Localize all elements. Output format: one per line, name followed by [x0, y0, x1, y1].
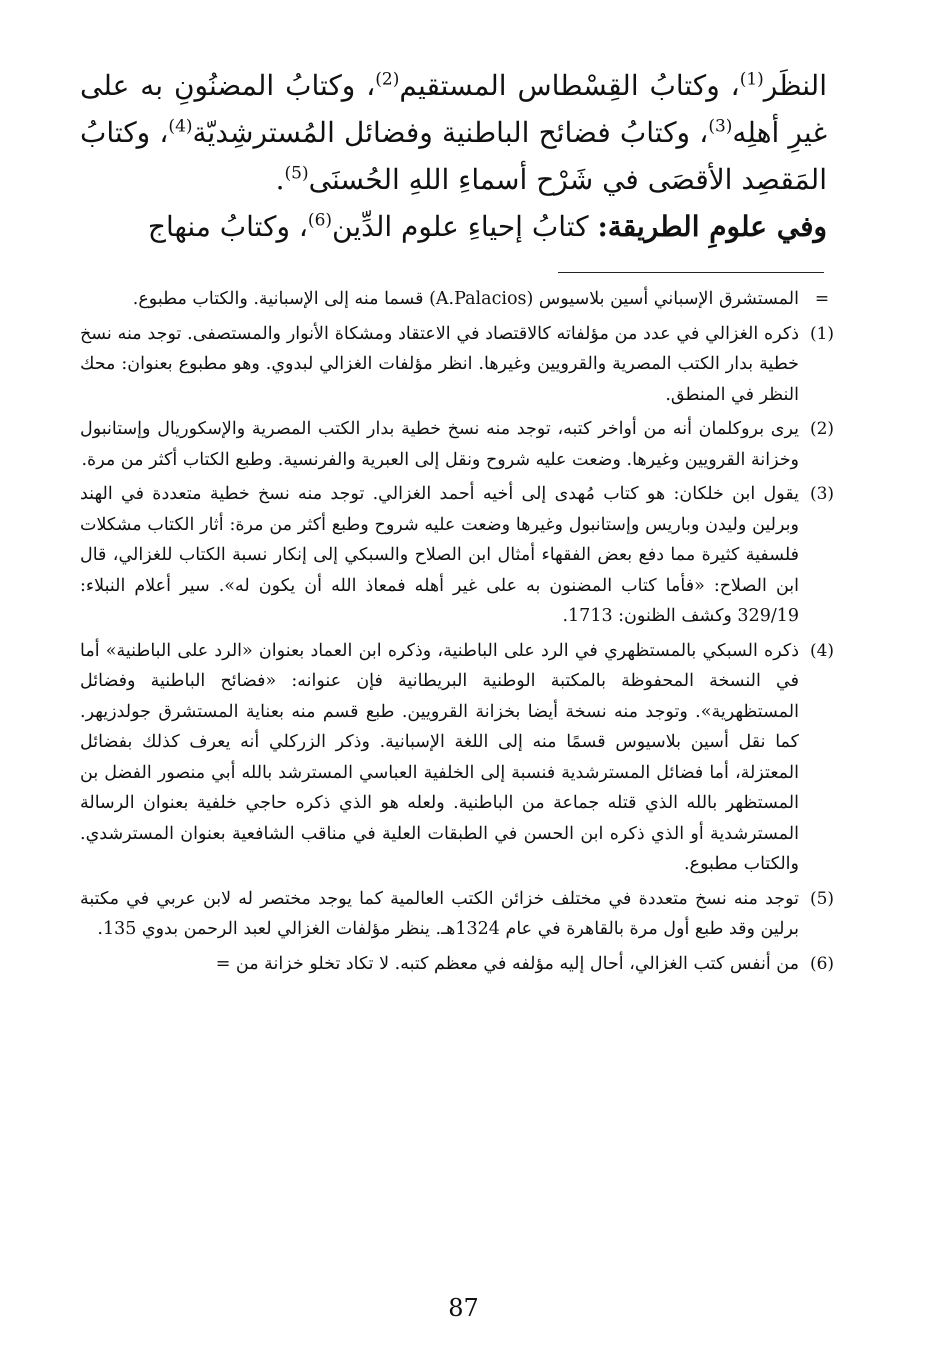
main-text-run: ، وكتابُ منهاج [147, 210, 308, 243]
footnote-number: (4) [809, 640, 835, 661]
footnote-ref[interactable]: (5) [284, 163, 309, 184]
footnote-item [80, 284, 845, 315]
main-text-run: ، وكتابُ القِسْطاس المستقيم [399, 69, 740, 102]
footnote-text: يقول ابن خلكان: هو كتاب مُهدى إلى أخيه أحمد الغزالي. توجد منه نسخ خطية متعددة في الهند وبرلين وليدن وباريس وإستانبول وغيرها وضعت عليه شروح وطبع أكثر من مرة: أثار الكتاب مشكلات فلسفية كثيرة مما دفع بعض الفقهاء أمثال ابن الصلاح والسبكي إلى إنكار نسبة الكتاب للغزالي، قال ابن الصلاح: «فأما كتاب المضنون به على غير أهله فمعاذ الله أن يكون له». سير أعلام النبلاء: 329/19 وكشف الظنون: 1713. [80, 484, 799, 626]
footnote-ref[interactable]: (6) [307, 210, 333, 231]
main-paragraph [80, 62, 827, 203]
footnote-number: (5) [809, 888, 835, 909]
footnote-text: من أنفس كتب الغزالي، أحال إليه مؤلفه في معظم كتبه. لا تكاد تخلو خزانة من = [215, 953, 799, 974]
footnote-number: (3) [809, 484, 835, 504]
footnote-ref[interactable]: (3) [708, 116, 733, 137]
footnote-item [80, 479, 845, 632]
page-number: 87 [448, 1294, 479, 1322]
main-text-run: ، وكتابُ المَقصِد الأقصَى في شَرْح أسماءِ اللهِ الحُسنَى [80, 116, 827, 196]
footnote-text: توجد منه نسخ متعددة في مختلف خزائن الكتب العالمية كما يوجد مختصر له لابن عربي في مكتبة برلين وقد طبع أول مرة بالقاهرة في عام 1324هـ. ينظر مؤلفات الغزالي لعبد الرحمن بدوي 135. [80, 888, 799, 939]
footnote-text: المستشرق الإسباني أسين بلاسيوس (A.Palacios) قسما منه إلى الإسبانية. والكتاب مطبوع. [132, 289, 799, 309]
footnote-item [80, 319, 845, 411]
footnote-item [80, 884, 845, 945]
footnote-number: (6) [809, 953, 835, 974]
main-paragraph [80, 203, 827, 250]
main-text-run: . [275, 163, 285, 196]
footnote-number: = [814, 289, 830, 309]
footnotes [80, 284, 845, 983]
footnote-text: يرى بروكلمان أنه من أواخر كتبه، توجد منه نسخ خطية بدار الكتب المصرية والإسكوريال وإستانبول وخزانة القرويين وغيرها. وضعت عليه شروح ونقل إلى العبرية والفرنسية. وطبع الكتاب أكثر من مرة. [80, 419, 799, 470]
footnote-divider [558, 272, 824, 273]
main-text-run: ، وكتابُ المضنُونِ به على غيرِ أهلِه [80, 69, 827, 149]
main-text [80, 62, 827, 250]
footnote-item [80, 636, 845, 880]
footnote-number: (1) [809, 323, 835, 344]
footnote-ref[interactable]: (4) [168, 116, 193, 137]
footnote-ref[interactable]: (1) [739, 69, 764, 90]
footnote-number: (2) [809, 419, 835, 439]
footnote-item [80, 414, 845, 475]
main-text-run: النظَر [763, 69, 827, 102]
main-text-run: ، وكتابُ فضائح الباطنية وفضائل المُسترشِديّة [192, 116, 709, 149]
main-text-run: كتابُ إحياءِ علوم الدِّين [332, 210, 598, 243]
section-lead: وفي علومِ الطريقة: [597, 210, 827, 243]
footnote-item [80, 949, 845, 980]
footnote-text: ذكره الغزالي في عدد من مؤلفاته كالاقتصاد في الاعتقاد ومشكاة الأنوار والمستصفى. توجد منه نسخ خطية بدار الكتب المصرية والقرويين وغيرها. انظر مؤلفات الغزالي لبدوي. وهو مطبوع بعنوان: محك النظر في المنطق. [80, 323, 799, 405]
footnote-text: ذكره السبكي بالمستظهري في الرد على الباطنية، وذكره ابن العماد بعنوان «الرد على الباطنية» أما في النسخة المحفوظة بالمكتبة الوطنية البريطانية فإن عنوانه: «فضائح الباطنية وفضائل المستظهرية». وتوجد منه نسخة أيضا بخزانة القرويين. طبع قسم منه بعناية المستشرق جولدزيهر. كما نقل أسين بلاسيوس قسمًا منه إلى اللغة الإسبانية. وذكر الزركلي أنه يعرف كذلك بفضائل المعتزلة، أما فضائل المسترشدية فنسبة إلى الخلفية العباسي المسترشد بالله أبي منصور الفضل بن المستظهر بالله الذي قتله جماعة من الباطنية. ولعله هو الذي ذكره حاجي خلفية بعنوان الرسالة المسترشدية أو الذي ذكره ابن الحسن في الطبقات العلية في مناقب الشافعية بعنوان المسترشدي. والكتاب مطبوع. [80, 640, 799, 874]
footnote-ref[interactable]: (2) [375, 69, 400, 90]
